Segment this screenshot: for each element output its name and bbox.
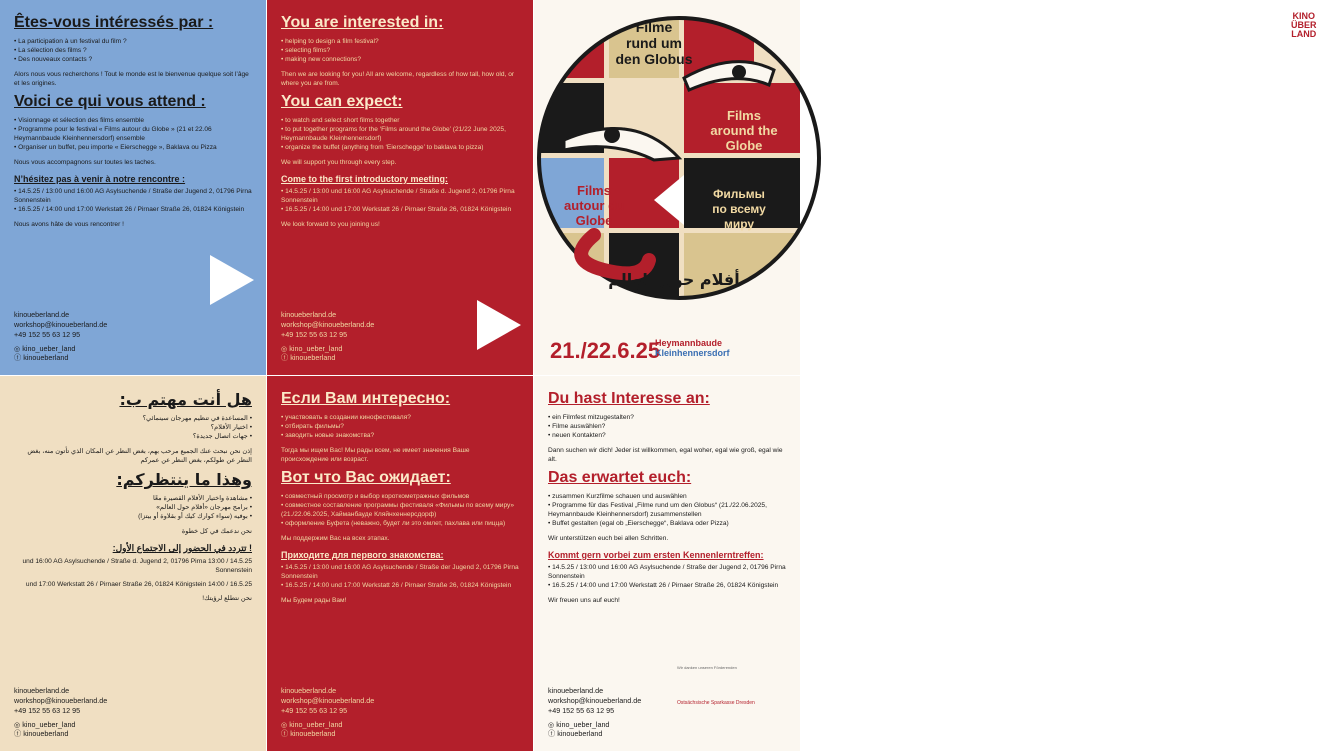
list-item: • отбирать фильмы? [281,423,519,432]
list-item: • helping to design a film festival? [281,38,519,47]
event-venue [655,338,730,359]
title-de-line1: Filme [635,19,673,35]
list-item: • 16.5.25 / 14:00 und 17:00 Werkstatt 26 / Pirnaer Straße 26, 01824 Königstein [281,206,519,215]
ar-list-2 [14,495,252,522]
en-contact [281,310,374,363]
ar-intro: إذن نحن نبحث عنك الجميع مرحب بهم، بغض النظر عن المكان الذي تأتون منه، بغض النظر عن طولكم، بغض النظر عن عمركم [27,447,252,464]
list-item: • اختيار الأفلام؟ [14,424,252,433]
panel-english [267,0,533,375]
de-heading-1: Du hast Interesse an: [548,390,710,407]
title-fr-line2: autour du [564,198,624,213]
title-en-line1: Films [727,108,761,123]
facebook-icon: ⓕ [548,729,558,739]
kino-ueber-land-logo: KINO ÜBER LAND [1291,11,1317,39]
website-link[interactable]: kinoueberland.de [281,686,337,696]
email-link[interactable]: workshop@kinoueberland.de [281,696,375,706]
cover-panel [534,0,1317,375]
ar-support: نحن ندعمك في كل خطوة [181,528,252,536]
de-list-2 [548,493,786,529]
list-item: • ein Filmfest mitzugestalten? [548,414,786,423]
instagram-link[interactable]: ◎ kino_ueber_land [281,343,343,353]
en-heading-2: You can expect: [281,93,403,111]
list-item: • совместное составление программы фестиваля «Фильмы по всему миру» (21./22.06.2025, Хайманбауде Кляйнхеннерсдорф) [281,502,519,520]
de-intro: Dann suchen wir dich! Jeder ist willkommen, egal woher, egal wie groß, egal wie alt. [548,446,783,463]
instagram-link[interactable]: ◎ kino_ueber_land [548,719,610,729]
instagram-icon: ◎ [281,719,290,729]
fr-intro: Alors nous vous recherchons ! Tout le monde est le bienvenue quelque soit l’âge et les origines. [14,70,249,87]
website-link[interactable]: kinoueberland.de [281,310,337,320]
arrow-icon [210,255,254,305]
list-item: • 16.5.25 / 14:00 und 17:00 Werkstatt 26 / Pirnaer Straße 26, 01824 Königstein [281,582,519,591]
de-list-1 [548,414,786,441]
ar-heading-2: وهذا ما ينتظركم: [116,470,252,490]
ar-closing: نحن نتطلع لرؤيتك! [202,594,252,602]
facebook-link[interactable]: ⓕ kinoueberland [14,729,69,739]
ru-heading-2: Вот что Вас ожидает: [281,469,451,487]
title-en-line3: Globe [725,138,763,153]
facebook-link[interactable]: ⓕ kinoueberland [548,729,603,739]
website-link[interactable]: kinoueberland.de [14,686,70,696]
ar-heading-1: هل أنت مهتم ب: [119,390,252,409]
de-closing: Wir freuen uns auf euch! [548,596,620,604]
email-link[interactable]: workshop@kinoueberland.de [281,320,375,330]
de-meet-list [548,564,786,591]
website-link[interactable]: kinoueberland.de [548,686,604,696]
list-item: • بوفيه (سواء كوارك كيك أو بقلاوة أو بيتزا) [14,513,252,522]
ru-contact [281,686,374,739]
de-heading-2: Das erwartet euch: [548,469,692,487]
de-contact [548,686,641,739]
sponsor-thanks: Wir danken unseren Förderenden [677,665,737,670]
list-item: • to put together programs for the ‘Films around the Globe’ (21/22 June 2025, Heymannbaude Kleinhennersdorf) [281,126,519,144]
ar-meet-heading: ! تتردد في الحضور إلى الاجتماع الأول: [112,543,252,554]
title-ar: أفلام حول العالم [608,270,740,289]
facebook-icon: ⓕ [281,729,291,739]
title-ru-line1: Фильмы [713,187,765,201]
list-item: • organize the buffet (anything from ‘Eierschegge’ to baklava to pizza) [281,144,519,153]
en-meet-list [281,188,519,215]
instagram-icon: ◎ [281,343,290,353]
list-item: • Filme auswählen? [548,423,786,432]
ar-meet-2: 16.5.25 / 14:00 und 17:00 Werkstatt 26 / Pirnaer Straße 26, 01824 Königstein [25,580,252,588]
event-date: 21./22.6.25 [550,338,661,363]
list-item: • 14.5.25 / 13:00 und 16:00 AG Asylsuchende / Straße d. Jugend 2, 01796 Pirna Sonnenstein [281,188,519,206]
ru-closing: Мы Будем рады Вам! [281,596,347,604]
de-meet-heading: Kommt gern vorbei zum ersten Kennenlerntreffen: [548,549,764,560]
ru-heading-1: Если Вам интересно: [281,390,451,407]
list-item: • участвовать в создании кинофестиваля? [281,414,519,423]
title-en-line2: around the [710,123,778,138]
fr-list-2 [14,117,252,153]
ar-list-1 [14,415,252,442]
ru-support: Мы поддержим Вас на всех этапах. [281,535,390,543]
panel-arabic [0,376,266,751]
de-support: Wir unterstützen euch bei allen Schritten. [548,535,669,543]
list-item: • Des nouveaux contacts ? [14,56,252,65]
ru-list-2 [281,493,519,529]
instagram-link[interactable]: ◎ kino_ueber_land [14,343,76,353]
list-item: • 14.5.25 / 13:00 und 16:00 AG Asylsuchende / Straße der Jugend 2, 01796 Pirna Sonnenstein [14,188,252,206]
arrow-icon [477,300,521,350]
list-item: • Visionnage et sélection des films ensemble [14,117,252,126]
facebook-icon: ⓕ [14,729,24,739]
sponsor-bank: Ostsächsische Sparkasse Dresden [677,700,755,706]
ru-meet-list [281,564,519,591]
fr-meet-heading: N’hésitez pas à venir à notre rencontre : [14,173,186,184]
en-list-2 [281,117,519,153]
title-de-line2: rund um [626,35,682,51]
list-item: • selecting films? [281,47,519,56]
instagram-link[interactable]: ◎ kino_ueber_land [14,719,76,729]
instagram-link[interactable]: ◎ kino_ueber_land [281,719,343,729]
facebook-link[interactable]: ⓕ kinoueberland [14,353,69,363]
fr-list-1 [14,38,252,65]
list-item: • neuen Kontakten? [548,432,786,441]
title-fr-line1: Films [577,183,611,198]
list-item: • 14.5.25 / 13:00 und 16:00 AG Asylsuchende / Straße der Jugend 2, 01796 Pirna Sonnenstein [281,564,519,582]
title-ru-line3: миру [723,217,755,231]
ar-meet-1: 14.5.25 / 13:00 und 16:00 AG Asylsuchende / Straße d. Jugend 2, 01796 Pirna Sonnenstein [22,558,252,574]
list-item: • Organiser un buffet, peu importe « Eierschegge », Baklava ou Pizza [14,144,252,153]
title-ru-line2: по всему [712,202,766,216]
phone-text: +49 152 55 63 12 95 [14,705,81,715]
fr-heading-1: Êtes-vous intéressés par : [14,14,214,31]
list-item: • making new connections? [281,56,519,65]
list-item: • to watch and select short films together [281,117,519,126]
venue-name: Heymannbaude [655,338,723,348]
email-link[interactable]: workshop@kinoueberland.de [548,696,642,706]
facebook-link[interactable]: ⓕ kinoueberland [281,353,336,363]
list-item: • заводить новые знакомства? [281,432,519,441]
list-item: • 16.5.25 / 14:00 und 17:00 Werkstatt 26 / Pirnaer Straße 26, 01824 Königstein [14,206,252,215]
fr-heading-2: Voici ce qui vous attend : [14,93,206,111]
phone-text: +49 152 55 63 12 95 [14,329,81,339]
globe-illustration [534,0,800,330]
list-item: • 16.5.25 / 14:00 und 17:00 Werkstatt 26 / Pirnaer Straße 26, 01824 Königstein [548,582,786,591]
website-link[interactable]: kinoueberland.de [14,310,70,320]
list-item: • La participation à un festival du film ? [14,38,252,47]
en-heading-1: You are interested in: [281,14,444,31]
instagram-icon: ◎ [14,719,23,729]
list-item: • Programme für das Festival „Filme rund um den Globus“ (21./22.06.2025, Heymannbaude Kleinhennersdorf) zusammenstellen [548,502,786,520]
en-intro: Then we are looking for you! All are welcome, regardless of how tall, how old, or where you are from. [281,70,515,87]
facebook-link[interactable]: ⓕ kinoueberland [281,729,336,739]
list-item: • جهات اتصال جديدة؟ [14,433,252,442]
fr-support: Nous vous accompagnons sur toutes les taches. [14,159,156,167]
venue-place: Kleinhennersdorf [655,348,730,359]
list-item: • La sélection des films ? [14,47,252,56]
fr-closing: Nous avons hâte de vous rencontrer ! [14,220,124,228]
email-link[interactable]: workshop@kinoueberland.de [14,320,108,330]
ru-list-1 [281,414,519,441]
en-list-1 [281,38,519,65]
facebook-icon: ⓕ [281,353,291,363]
phone-text: +49 152 55 63 12 95 [281,705,348,715]
fr-contact [14,310,107,363]
list-item: • برامج مهرجان «أفلام حول العالم» [14,504,252,513]
en-closing: We look forward to you joining us! [281,220,380,228]
panel-french [0,0,266,375]
ru-meet-heading: Приходите для первого знакомства: [281,549,444,560]
instagram-icon: ◎ [14,343,23,353]
sponsor-block [677,665,792,706]
list-item: • zusammen Kurzfilme schauen und auswählen [548,493,786,502]
ru-intro: Тогда мы ищем Вас! Мы рады всем, не имеет значения Ваше происхождение или возраст. [281,446,470,463]
facebook-icon: ⓕ [14,353,24,363]
list-item: • оформление Буфета (неважно, будет ли это омлет, пахлава или пицца) [281,520,519,529]
en-meet-heading: Come to the first introductory meeting: [281,173,449,184]
fr-meet-list [14,188,252,215]
title-fr-line3: Globe [575,213,613,228]
email-link[interactable]: workshop@kinoueberland.de [14,696,108,706]
list-item: • 14.5.25 / 13:00 und 16:00 AG Asylsuchende / Straße der Jugend 2, 01796 Pirna Sonnenstein [548,564,786,582]
phone-text: +49 152 55 63 12 95 [548,705,615,715]
en-support: We will support you through every step. [281,159,397,167]
instagram-icon: ◎ [548,719,557,729]
panel-russian [267,376,533,751]
list-item: • Buffet gestalten (egal ob „Eierschegge“, Baklava oder Pizza) [548,520,786,529]
title-de-line3: den Globus [615,51,693,67]
list-item: • مشاهدة واختيار الأفلام القصيرة معًا [14,495,252,504]
list-item: • المساعدة في تنظيم مهرجان سينمائي؟ [14,415,252,424]
ar-contact [14,686,107,739]
list-item: • совместный просмотр и выбор короткометражных фильмов [281,493,519,502]
phone-text: +49 152 55 63 12 95 [281,329,348,339]
list-item: • Programme pour le festival « Films autour du Globe » (21 et 22.06 Heymannbaude Kleinhennersdorf) ensemble [14,126,252,144]
